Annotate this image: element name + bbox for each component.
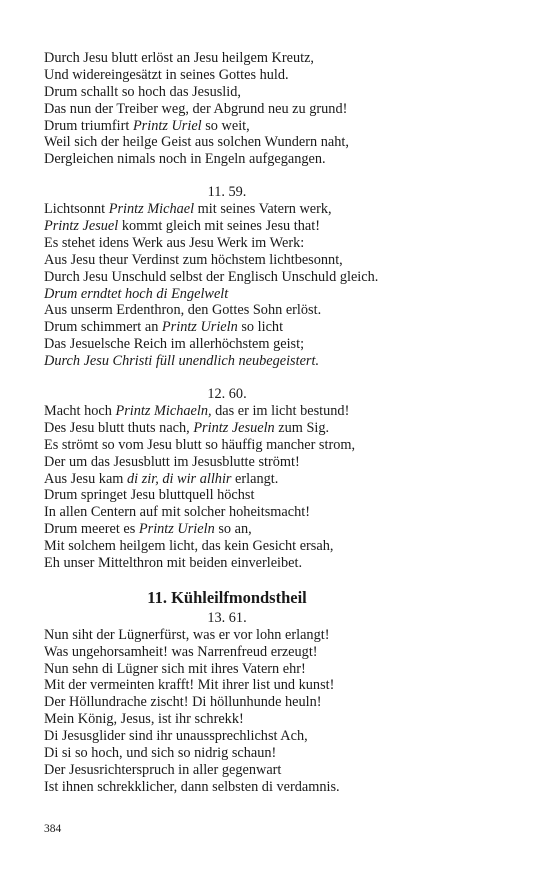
verse-line xyxy=(44,471,514,488)
text-segment: Drum schimmert an xyxy=(44,319,162,336)
italic-text: Printz Uriel xyxy=(132,117,202,134)
verse-line xyxy=(44,201,514,218)
text-segment: so an, xyxy=(214,521,252,538)
text-segment: Macht hoch xyxy=(44,402,116,419)
italic-text: Printz Jesuel xyxy=(44,218,119,235)
text-segment: Der Höllundrache zischt! Di höllunhunde heuln! xyxy=(44,694,322,711)
verse-line xyxy=(44,779,514,796)
stanza xyxy=(44,610,514,796)
italic-text: Printz Michaeln, xyxy=(115,402,212,419)
verse-line xyxy=(44,694,514,711)
text-segment: Aus Jesu theur Verdinst zum höchstem lichtbesonnt, xyxy=(44,251,343,268)
verse-line xyxy=(44,336,514,353)
verse-line xyxy=(44,286,514,303)
verse-line xyxy=(44,302,514,319)
text-segment: Durch Jesu Unschuld selbst der Englisch Unschuld gleich. xyxy=(44,268,379,285)
text-segment: so weit, xyxy=(201,117,250,134)
verse-line xyxy=(44,437,514,454)
text-segment: Es strömt so vom Jesu blutt so häuffig mancher strom, xyxy=(44,436,356,453)
text-segment: Weil sich der heilge Geist aus solchen Wundern naht, xyxy=(44,134,349,151)
verse-line xyxy=(44,269,514,286)
verse-line xyxy=(44,644,514,661)
verse-line xyxy=(44,420,514,437)
stanza xyxy=(44,50,514,168)
text-segment: Nun siht der Lügnerfürst, was er vor lohn erlangt! xyxy=(44,626,330,643)
text-segment: Lichtsonnt xyxy=(44,201,109,218)
section-heading: 11. Kühleilfmondstheil xyxy=(147,587,307,607)
verse-line xyxy=(44,101,514,118)
verse-line xyxy=(44,403,514,420)
italic-text: Printz Urieln xyxy=(138,521,215,538)
stanza-number: 12. 60. xyxy=(207,386,247,403)
verse-line xyxy=(44,711,514,728)
verse-line xyxy=(44,538,514,555)
text-segment: so licht xyxy=(237,319,284,336)
stanza-number: 11. 59. xyxy=(207,184,247,201)
text-segment: Di si so hoch, und sich so nidrig schaun! xyxy=(44,745,277,761)
text-segment: Di Jesusglider sind ihr unaussprechlichst Ach, xyxy=(44,728,308,745)
text-segment: Das nun der Treiber weg, der Abgrund neu zu grund! xyxy=(44,100,348,117)
verse-line xyxy=(44,555,514,572)
page-number: 384 xyxy=(44,823,62,835)
verse-line xyxy=(44,677,514,694)
text-segment: Was ungehorsamheit! was Narrenfreud erzeugt! xyxy=(44,643,318,660)
verse-line xyxy=(44,67,514,84)
text-segment: mit seines Vatern werk, xyxy=(194,201,332,218)
text-segment: Es stehet idens Werk aus Jesu Werk im Werk: xyxy=(44,234,305,251)
verse-line xyxy=(44,84,514,101)
stanza-number: 13. 61. xyxy=(207,609,247,626)
text-segment: Drum meeret es xyxy=(44,521,139,538)
text-segment: Des Jesu blutt thuts nach, xyxy=(44,419,194,436)
verse-line xyxy=(44,50,514,67)
verse-line xyxy=(44,728,514,745)
italic-text: Drum erndtet hoch di Engelwelt xyxy=(44,285,229,302)
text-segment: Und widereingesätzt in seines Gottes huld. xyxy=(44,66,289,83)
text-segment: das er im licht bestund! xyxy=(211,402,350,419)
poem-stanzas xyxy=(44,50,514,572)
italic-text: di zir, di wir allhir xyxy=(127,470,232,487)
text-segment: Durch Jesu blutt erlöst an Jesu heilgem Kreutz, xyxy=(44,50,314,66)
italic-text: Printz Jesueln xyxy=(193,419,275,436)
verse-line xyxy=(44,454,514,471)
stanza xyxy=(44,386,514,572)
text-segment: Ist ihnen schrekklicher, dann selbsten di verdamnis. xyxy=(44,778,340,795)
verse-line xyxy=(44,235,514,252)
verse-line xyxy=(44,627,514,644)
text-segment: Mit solchem heilgem licht, das kein Gesicht ersah, xyxy=(44,538,334,555)
italic-text: Printz Urieln xyxy=(161,319,238,336)
text-segment: Drum triumfirt xyxy=(44,117,133,134)
text-segment: erlangt. xyxy=(231,470,279,487)
verse-line xyxy=(44,353,514,370)
text-segment: Drum springet Jesu bluttquell höchst xyxy=(44,487,255,504)
text-segment: Aus unserm Erdenthron, den Gottes Sohn erlöst. xyxy=(44,302,322,319)
verse-line xyxy=(44,661,514,678)
text-segment: Nun sehn di Lügner sich mit ihres Vatern ehr! xyxy=(44,660,306,677)
text-segment: Mein König, Jesus, ist ihr schrekk! xyxy=(44,711,244,728)
text-segment: Das Jesuelsche Reich im allerhöchstem geist; xyxy=(44,336,305,353)
text-segment: Der Jesusrichterspruch in aller gegenwart xyxy=(44,761,282,778)
text-segment: Aus Jesu kam xyxy=(44,470,127,487)
page-body xyxy=(44,50,514,796)
final-stanza xyxy=(44,610,514,796)
text-segment: zum Sig. xyxy=(274,419,330,436)
verse-line xyxy=(44,319,514,336)
stanza xyxy=(44,184,514,370)
text-segment: kommt gleich mit seines Jesu that! xyxy=(118,218,320,235)
text-segment: Eh unser Mittelthron mit beiden einverleibet. xyxy=(44,554,303,571)
verse-line xyxy=(44,218,514,235)
text-segment: Drum schallt so hoch das Jesuslid, xyxy=(44,83,241,100)
italic-text: Printz Michael xyxy=(108,201,195,218)
italic-text: Durch Jesu Christi füll unendlich neubegeistert. xyxy=(44,353,320,370)
verse-line xyxy=(44,762,514,779)
verse-line xyxy=(44,252,514,269)
verse-line xyxy=(44,745,514,762)
verse-line xyxy=(44,521,514,538)
verse-line xyxy=(44,118,514,135)
text-segment: Mit der vermeinten krafft! Mit ihrer list und kunst! xyxy=(44,677,335,694)
verse-line xyxy=(44,504,514,521)
verse-line xyxy=(44,134,514,151)
text-segment: In allen Centern auf mit solcher hoheitsmacht! xyxy=(44,504,310,521)
text-segment: Dergleichen nimals noch in Engeln aufgegangen. xyxy=(44,151,326,168)
verse-line xyxy=(44,151,514,168)
text-segment: Der um das Jesusblutt im Jesusblutte strömt! xyxy=(44,453,300,470)
verse-line xyxy=(44,487,514,504)
